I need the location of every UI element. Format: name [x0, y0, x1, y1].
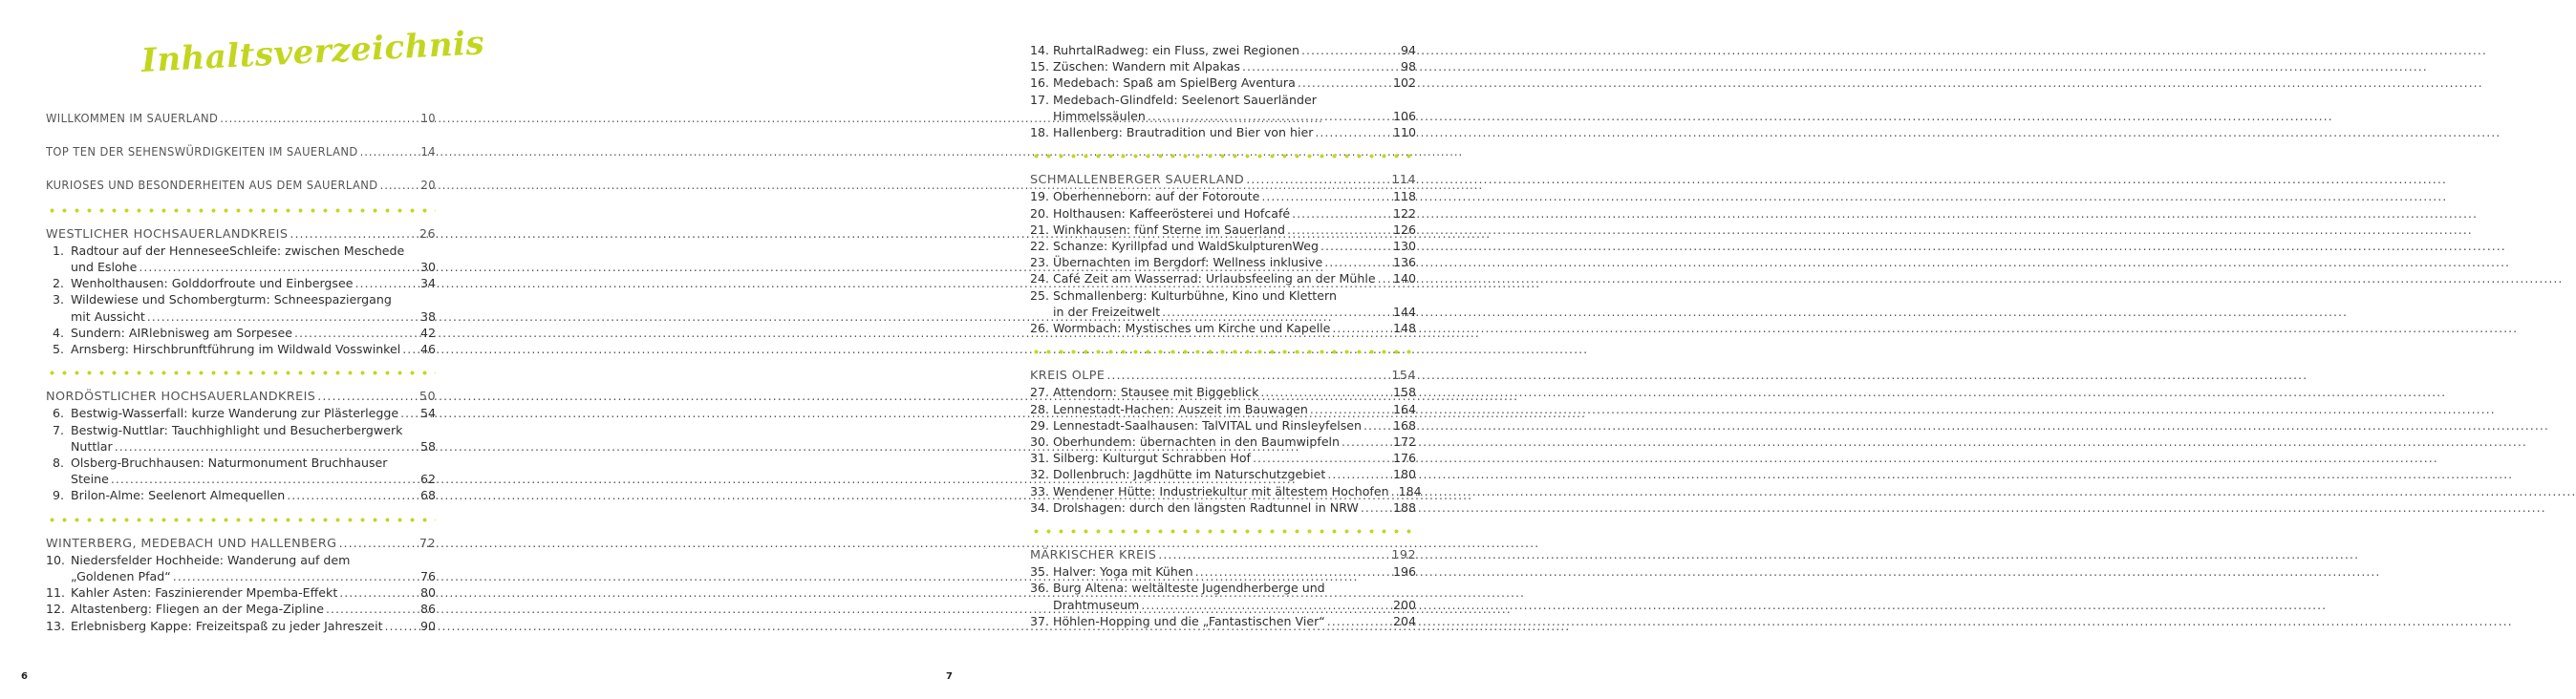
dot-leader: [1162, 304, 1391, 320]
dot-leader: [1287, 222, 1391, 238]
toc-entry-continuation[interactable]: [46, 308, 436, 325]
dot-leader: [1106, 368, 1389, 384]
toc-entry-continuation[interactable]: [1030, 108, 1416, 124]
toc-entry[interactable]: [1030, 205, 1416, 222]
dot-leader: [317, 389, 418, 405]
entry-page: 68: [419, 488, 436, 503]
toc-entry[interactable]: [1030, 434, 1416, 450]
section-heading[interactable]: [46, 226, 436, 243]
entry-page: 180: [1392, 467, 1416, 482]
entry-number: 5.: [52, 342, 64, 357]
toc-entry-continuation[interactable]: [46, 471, 436, 487]
section-title: WESTLICHER HOCHSAUERLANDKREIS: [46, 226, 289, 242]
dot-leader: [1391, 483, 1397, 499]
toc-entry[interactable]: [1030, 499, 1416, 516]
entry-title: Züschen: Wandern mit Alpakas: [1053, 59, 1240, 74]
toc-top-entry[interactable]: [46, 178, 436, 194]
section-heading[interactable]: [1030, 368, 1416, 384]
dot-leader: [1242, 58, 1399, 74]
entry-title: Wendener Hütte: Industriekultur mit ältestem Hochofen: [1053, 483, 1389, 498]
entry-title: Wormbach: Mystisches um Kirche und Kapelle: [1053, 321, 1331, 336]
entry-title: Erlebnisberg Kappe: Freizeitspaß zu jeder Jahreszeit: [71, 618, 383, 633]
section-page: 26: [419, 226, 436, 242]
entry-page: 76: [419, 569, 436, 584]
entry-title: Nuttlar: [71, 438, 113, 454]
dot-leader: [354, 275, 418, 291]
entry-page: 102: [1392, 75, 1416, 91]
entry-page: 80: [419, 585, 436, 601]
entry-title: und Eslohe: [71, 260, 138, 275]
entry-title: Olsberg-Bruchhausen: Naturmonument Bruchhauser: [71, 455, 388, 471]
entry-page: 196: [1392, 564, 1416, 580]
toc-column-left: [46, 111, 436, 634]
entry-number: 9.: [52, 488, 64, 503]
section-title: WINTERBERG, MEDEBACH UND HALLENBERG: [46, 536, 337, 551]
entry-number: 10.: [46, 552, 66, 567]
dot-leader: [290, 226, 418, 243]
toc-entry-continuation[interactable]: [1030, 304, 1416, 320]
section-heading[interactable]: [46, 389, 436, 405]
entry-number: 24.: [1030, 271, 1050, 286]
dot-leader: [1148, 108, 1391, 124]
top-entry-title: TOP TEN DER SEHENSWÜRDIGKEITEN IM SAUERLAND: [46, 145, 358, 160]
dot-leader: [1324, 254, 1391, 270]
entry-page: 148: [1392, 321, 1416, 336]
dot-leader: [1361, 499, 1391, 516]
entry-page: 42: [419, 325, 436, 340]
toc-entry[interactable]: [1030, 320, 1416, 336]
entry-page: 46: [419, 342, 436, 357]
toc-entry[interactable]: [1030, 222, 1416, 238]
toc-entry[interactable]: [46, 455, 436, 471]
section-title: MÄRKISCHER KREIS: [1030, 548, 1157, 563]
dot-leader: [360, 144, 419, 160]
entry-page: 168: [1392, 417, 1416, 433]
toc-entry[interactable]: [46, 487, 436, 503]
dot-leader: [139, 259, 419, 275]
toc-title: Inhaltsverzeichnis: [140, 24, 486, 80]
dot-leader: [339, 584, 419, 601]
entry-title: Holthausen: Kaffeerösterei und Hofcafé: [1053, 205, 1291, 221]
toc-entry[interactable]: [1030, 254, 1416, 270]
dotted-divider: [46, 518, 436, 522]
entry-title: Höhlen-Hopping und die „Fantastischen Vier“: [1053, 613, 1325, 628]
dot-leader: [326, 601, 419, 617]
entry-title: Altastenberg: Fliegen an der Mega-Zipline: [71, 602, 324, 617]
entry-number: 29.: [1030, 417, 1050, 433]
entry-number: 21.: [1030, 222, 1050, 237]
dot-leader: [1253, 450, 1391, 466]
entry-number: 22.: [1030, 239, 1050, 254]
entry-title: Niedersfelder Hochheide: Wanderung auf dem: [71, 552, 351, 567]
toc-entry[interactable]: [46, 291, 436, 307]
toc-entry[interactable]: [46, 422, 436, 438]
dot-leader: [147, 308, 419, 325]
entry-number: 13.: [46, 618, 66, 633]
entry-title: Hallenberg: Brautradition und Bier von hier: [1053, 125, 1314, 140]
entry-title: Schmallenberg: Kulturbühne, Kino und Klettern: [1053, 287, 1337, 303]
entry-title: mit Aussicht: [71, 308, 145, 324]
entry-page: 176: [1392, 451, 1416, 466]
entry-title: Lennestadt-Saalhausen: TalVITAL und Rinsleyfelsen: [1053, 417, 1363, 433]
entry-title: Brilon-Alme: Seelenort Almequellen: [71, 488, 286, 503]
entry-title: Silberg: Kulturgut Schrabben Hof: [1053, 451, 1251, 466]
toc-entry[interactable]: [1030, 270, 1416, 286]
toc-top-entry[interactable]: [46, 111, 436, 127]
toc-entry[interactable]: [1030, 74, 1416, 91]
entry-title: Halver: Yoga mit Kühen: [1053, 564, 1193, 580]
entry-number: 27.: [1030, 385, 1050, 400]
entry-page: 54: [419, 406, 436, 421]
section-page: 72: [419, 536, 436, 551]
dot-leader: [1246, 172, 1389, 188]
toc-entry[interactable]: [46, 275, 436, 291]
toc-entry[interactable]: [1030, 287, 1416, 304]
entry-title: RuhrtalRadweg: ein Fluss, zwei Regionen: [1053, 43, 1300, 57]
dot-leader: [1315, 124, 1391, 140]
section-page: 192: [1391, 548, 1416, 563]
entry-page: 118: [1392, 189, 1416, 204]
entry-number: 33.: [1030, 483, 1050, 498]
entry-number: 15.: [1030, 59, 1050, 74]
dot-leader: [1310, 401, 1391, 417]
entry-page: 30: [419, 260, 436, 275]
section-page: 114: [1391, 173, 1416, 188]
page-number-right: 7: [946, 671, 953, 682]
toc-entry[interactable]: [1030, 613, 1416, 629]
entry-number: 8.: [52, 455, 64, 471]
dot-leader: [1298, 74, 1391, 91]
entry-page: 204: [1392, 613, 1416, 628]
entry-number: 11.: [46, 585, 66, 601]
entry-title: Schanze: Kyrillpfad und WaldSkulpturenWeg: [1053, 239, 1320, 254]
toc-entry-continuation[interactable]: [46, 438, 436, 455]
toc-entry[interactable]: [1030, 58, 1416, 74]
section-title: SCHMALLENBERGER SAUERLAND: [1030, 173, 1245, 188]
toc-entry[interactable]: [1030, 563, 1416, 580]
dot-leader: [111, 471, 419, 487]
toc-entry[interactable]: [1030, 188, 1416, 204]
entry-number: 37.: [1030, 613, 1050, 628]
dot-leader: [294, 325, 419, 341]
section-page: 154: [1391, 369, 1416, 384]
entry-number: 23.: [1030, 255, 1050, 270]
entry-title: Burg Altena: weltälteste Jugendherberge und: [1053, 581, 1325, 596]
dot-leader: [1378, 270, 1391, 286]
entry-page: 126: [1392, 222, 1416, 237]
entry-title: Oberhundem: übernachten in den Baumwipfeln: [1053, 434, 1341, 450]
entry-title: Oberhenneborn: auf der Fotoroute: [1053, 189, 1260, 204]
entry-title: Attendorn: Stausee mit Biggeblick: [1053, 385, 1259, 400]
entry-number: 16.: [1030, 75, 1050, 91]
section-heading[interactable]: [1030, 547, 1416, 563]
entry-title: Medebach-Glindfeld: Seelenort Sauerländer: [1053, 92, 1317, 107]
entry-page: 34: [419, 276, 436, 291]
entry-page: 144: [1392, 304, 1416, 319]
entry-number: 19.: [1030, 189, 1050, 204]
entry-page: 188: [1392, 499, 1416, 515]
toc-column-right: [1030, 42, 1422, 629]
dot-leader: [1158, 547, 1389, 563]
toc-entry[interactable]: [46, 341, 436, 357]
entry-title: Drahtmuseum: [1053, 597, 1140, 612]
toc-entry[interactable]: [46, 618, 436, 634]
entry-number: 36.: [1030, 581, 1050, 596]
dotted-divider: [1030, 529, 1416, 534]
entry-page: 38: [419, 308, 436, 324]
toc-entry[interactable]: [1030, 238, 1416, 254]
toc-entry[interactable]: [46, 552, 436, 568]
toc-entry[interactable]: [1030, 92, 1416, 108]
entry-number: 17.: [1030, 92, 1050, 107]
dot-leader: [173, 568, 419, 584]
top-entry-page: 20: [420, 179, 436, 194]
entry-page: 140: [1392, 271, 1416, 286]
dotted-divider: [1030, 350, 1416, 354]
entry-title: Lennestadt-Hachen: Auszeit im Bauwagen: [1053, 401, 1308, 416]
entry-number: 1.: [52, 243, 64, 258]
entry-title: Himmelssäulen: [1053, 108, 1146, 123]
toc-entry[interactable]: [1030, 417, 1416, 434]
section-heading[interactable]: [1030, 172, 1416, 188]
entry-title: Medebach: Spaß am SpielBerg Aventura: [1053, 75, 1296, 91]
entry-title: Sundern: AIRlebnisweg am Sorpesee: [71, 325, 292, 340]
entry-page: 94: [1400, 43, 1416, 57]
toc-entry[interactable]: [46, 601, 436, 617]
dot-leader: [380, 178, 419, 194]
toc-entry[interactable]: [46, 584, 436, 601]
dot-leader: [402, 341, 419, 357]
entry-title: Arnsberg: Hirschbrunftführung im Wildwald Vosswinkel: [71, 342, 401, 357]
entry-page: 130: [1392, 239, 1416, 254]
dot-leader: [338, 536, 417, 552]
section-heading[interactable]: [46, 536, 436, 552]
dot-leader: [1332, 320, 1391, 336]
entry-number: 35.: [1030, 564, 1050, 580]
top-entry-title: KURIOSES UND BESONDERHEITEN AUS DEM SAUERLAND: [46, 179, 378, 194]
entry-number: 3.: [52, 292, 64, 307]
dot-leader: [1301, 42, 1399, 58]
entry-page: 58: [419, 438, 436, 454]
entry-page: 90: [419, 618, 436, 633]
entry-number: 30.: [1030, 434, 1050, 450]
entry-number: 2.: [52, 276, 64, 291]
dot-leader: [400, 405, 419, 421]
entry-title: „Goldenen Pfad“: [71, 569, 171, 584]
entry-title: Drolshagen: durch den längsten Radtunnel in NRW: [1053, 499, 1359, 515]
toc-entry-continuation[interactable]: [46, 259, 436, 275]
entry-title: Dollenbruch: Jagdhütte im Naturschutzgebiet: [1053, 467, 1326, 482]
entry-title: Café Zeit am Wasserrad: Urlaubsfeeling an der Mühle: [1053, 271, 1376, 286]
toc-entry[interactable]: [1030, 483, 1422, 499]
entry-page: 122: [1392, 205, 1416, 221]
section-title: NORDÖSTLICHER HOCHSAUERLANDKREIS: [46, 390, 316, 405]
toc-entry[interactable]: [1030, 124, 1416, 140]
dot-leader: [1342, 434, 1391, 450]
dot-leader: [1141, 597, 1391, 613]
entry-page: 172: [1392, 434, 1416, 450]
entry-title: Steine: [71, 472, 109, 487]
section-title: KREIS OLPE: [1030, 369, 1106, 384]
toc-entry[interactable]: [1030, 384, 1416, 400]
entry-title: Wenholthausen: Golddorfroute und Einbergsee: [71, 276, 354, 291]
entry-page: 86: [419, 602, 436, 617]
section-page: 50: [419, 390, 436, 405]
entry-page: 136: [1392, 255, 1416, 270]
entry-number: 12.: [46, 602, 66, 617]
entry-title: in der Freizeitwelt: [1053, 304, 1161, 319]
entry-page: 184: [1398, 483, 1422, 498]
entry-number: 14.: [1030, 43, 1050, 57]
entry-page: 98: [1400, 59, 1416, 74]
dot-leader: [1327, 466, 1391, 482]
entry-title: Bestwig-Wasserfall: kurze Wanderung zur Plästerlegge: [71, 406, 399, 421]
top-entry-page: 14: [420, 145, 436, 160]
entry-title: Winkhausen: fünf Sterne im Sauerland: [1053, 222, 1285, 237]
entry-title: Radtour auf der HenneseeSchleife: zwischen Meschede: [71, 243, 405, 258]
entry-number: 34.: [1030, 499, 1050, 515]
toc-entry-continuation[interactable]: [46, 568, 436, 584]
left-page: [0, 0, 487, 699]
toc-entry[interactable]: [46, 243, 436, 259]
dot-leader: [115, 438, 419, 455]
entry-number: 31.: [1030, 451, 1050, 466]
dot-leader: [1261, 188, 1391, 204]
dot-leader: [385, 618, 419, 634]
dot-leader: [1260, 384, 1391, 400]
entry-number: 7.: [52, 422, 64, 437]
entry-page: 106: [1392, 108, 1416, 123]
entry-title: Übernachten im Bergdorf: Wellness inklusive: [1053, 255, 1323, 270]
toc-entry[interactable]: [46, 325, 436, 341]
entry-title: Kahler Asten: Faszinierender Mpemba-Effekt: [71, 585, 338, 601]
toc-entry[interactable]: [1030, 580, 1416, 596]
right-page: [487, 0, 1422, 699]
toc-entry[interactable]: [1030, 42, 1416, 58]
dotted-divider: [46, 371, 436, 375]
entry-number: 18.: [1030, 125, 1050, 140]
entry-number: 32.: [1030, 467, 1050, 482]
dot-leader: [1363, 417, 1391, 434]
entry-number: 20.: [1030, 205, 1050, 221]
dot-leader: [1195, 563, 1391, 580]
toc-entry[interactable]: [1030, 401, 1416, 417]
entry-title: Wildewiese und Schombergturm: Schneespaziergang: [71, 292, 392, 307]
entry-page: 158: [1392, 385, 1416, 400]
toc-entry[interactable]: [1030, 466, 1416, 482]
dot-leader: [1292, 205, 1391, 222]
dot-leader: [220, 111, 419, 127]
entry-number: 26.: [1030, 321, 1050, 336]
page-number-left: 6: [21, 671, 28, 682]
entry-title: Bestwig-Nuttlar: Tauchhighlight und Besucherbergwerk: [71, 422, 403, 437]
entry-page: 200: [1392, 597, 1416, 612]
entry-page: 62: [419, 472, 436, 487]
toc-entry[interactable]: [46, 405, 436, 421]
entry-number: 4.: [52, 325, 64, 340]
entry-number: 6.: [52, 406, 64, 421]
dot-leader: [1320, 238, 1391, 254]
dotted-divider: [1030, 154, 1416, 159]
dot-leader: [287, 487, 419, 503]
top-entry-title: WILLKOMMEN IM SAUERLAND: [46, 112, 219, 126]
toc-top-entry[interactable]: [46, 144, 436, 160]
entry-page: 110: [1392, 125, 1416, 140]
dot-leader: [1327, 613, 1391, 629]
toc-entry[interactable]: [1030, 450, 1416, 466]
dotted-divider: [46, 208, 436, 213]
entry-number: 28.: [1030, 401, 1050, 416]
toc-entry-continuation[interactable]: [1030, 597, 1416, 613]
entry-page: 164: [1392, 401, 1416, 416]
entry-number: 25.: [1030, 287, 1050, 303]
top-entry-page: 10: [420, 112, 436, 126]
